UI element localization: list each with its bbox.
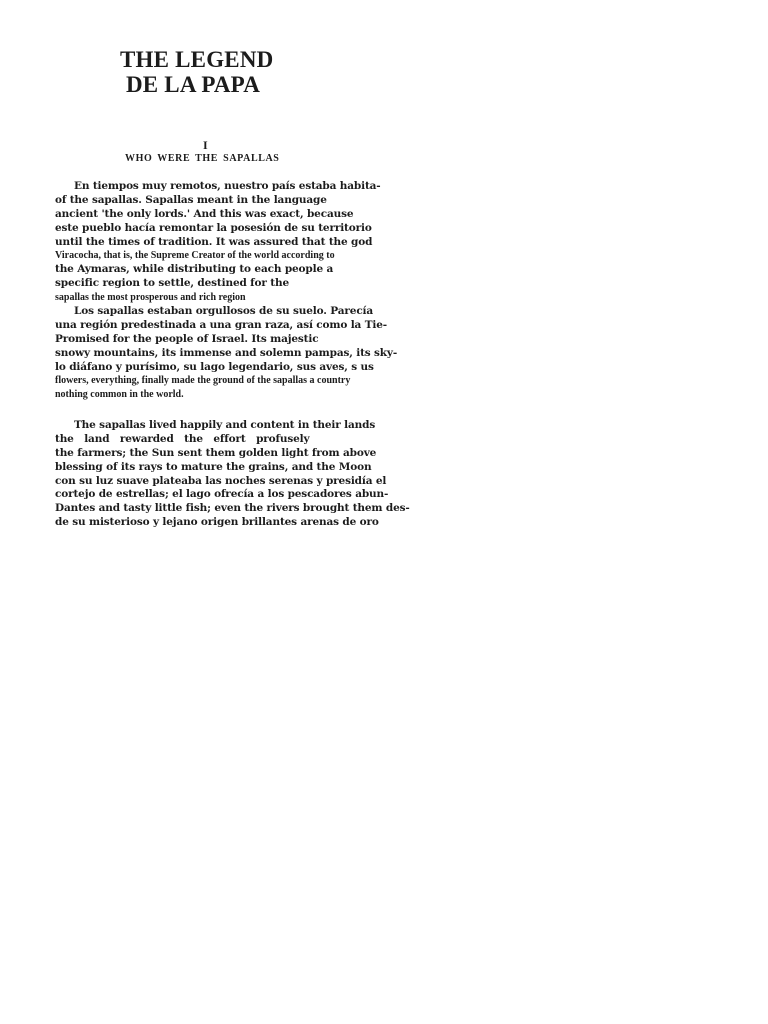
chapter-number: I xyxy=(203,138,208,152)
text-line: este pueblo hacía remontar la posesión de su territorio xyxy=(55,221,372,234)
text-line: Los sapallas estaban orgullosos de su suelo. Parecía xyxy=(74,305,374,318)
text-line: ancient 'the only lords.' And this was exact, because xyxy=(55,207,354,220)
text-line: specific region to settle, destined for the xyxy=(55,277,289,290)
text-line: con su luz suave plateaba las noches serenas y presidía el xyxy=(55,474,387,487)
paragraph-1 xyxy=(55,180,400,402)
text-line: Promised for the people of Israel. Its majestic xyxy=(55,332,319,345)
text-line: until the times of tradition. It was assured that the god xyxy=(55,235,373,248)
text-line: En tiempos muy remotos, nuestro país estaba habita- xyxy=(74,180,381,192)
text-line: The sapallas lived happily and content in their lands xyxy=(74,419,376,431)
text-line: blessing of its rays to mature the grains, and the Moon xyxy=(55,460,372,473)
text-line: de su misterioso y lejano origen brillantes arenas de oro xyxy=(55,516,379,529)
text-line: Viracocha, that is, the Supreme Creator of the world according to xyxy=(55,250,335,262)
text-line: cortejo de estrellas; el lago ofrecía a los pescadores abun- xyxy=(55,488,389,501)
text-line: Dantes and tasty little fish; even the rivers brought them des- xyxy=(55,502,410,515)
text-line: lo diáfano y purísimo, su lago legendario, sus aves, s us xyxy=(55,360,374,373)
text-line: of the sapallas. Sapallas meant in the language xyxy=(55,193,327,206)
text-line: una región predestinada a una gran raza, así como la Tie- xyxy=(55,318,387,331)
text-line: the farmers; the Sun sent them golden light from above xyxy=(55,446,377,459)
text-line: the Aymaras, while distributing to each people a xyxy=(55,263,334,276)
paragraph-2 xyxy=(55,419,410,530)
text-line: sapallas the most prosperous and rich region xyxy=(55,292,246,304)
text-line: flowers, everything, finally made the ground of the sapallas a country xyxy=(55,375,351,387)
text-line: snowy mountains, its immense and solemn pampas, its sky- xyxy=(55,346,398,359)
document-title-line-1: THE LEGEND xyxy=(120,47,274,72)
document-title-line-2: DE LA PAPA xyxy=(126,72,261,97)
text-line: the land rewarded the effort profusely xyxy=(55,432,310,445)
chapter-title: WHO WERE THE SAPALLAS xyxy=(125,153,280,164)
text-line: nothing common in the world. xyxy=(55,389,184,401)
